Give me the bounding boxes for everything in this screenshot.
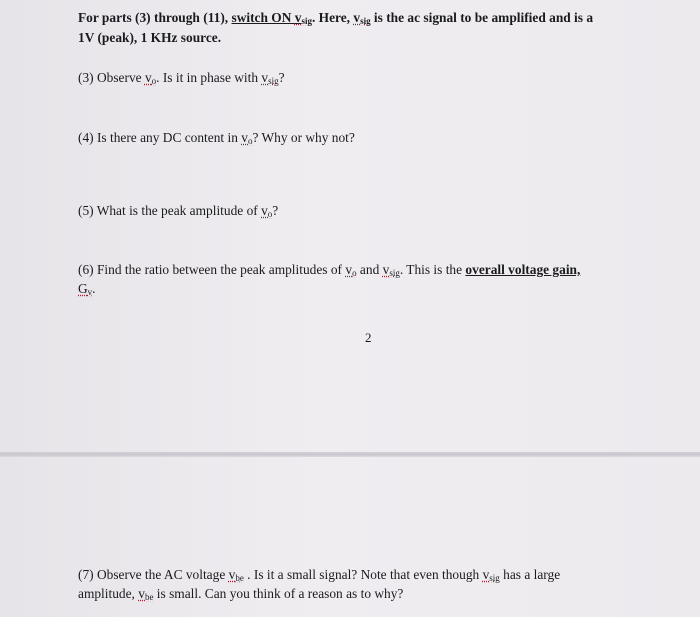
vo-symbol xyxy=(345,262,356,277)
q-text: amplitude, xyxy=(78,586,139,601)
vsig-symbol xyxy=(261,70,278,85)
g-subscript: v xyxy=(87,287,93,297)
intro-text: For parts (3) through (11), xyxy=(78,10,232,25)
question-5 xyxy=(78,201,278,224)
q-text: . This is the xyxy=(399,262,466,277)
v-subscript: sig xyxy=(489,573,500,583)
question-6-line-1 xyxy=(78,260,580,283)
vsig-symbol xyxy=(353,10,370,25)
v-letter: v xyxy=(138,586,145,601)
q-text: . Is it a small signal? Note that even though xyxy=(243,567,483,582)
overall-voltage-gain-term: overall voltage gain, xyxy=(465,262,581,277)
v-letter: v xyxy=(228,567,236,582)
v-letter: v xyxy=(144,70,152,85)
q-text: (3) Observe xyxy=(78,70,145,85)
q-text: (6) Find the ratio between the peak amplitudes of xyxy=(78,262,346,277)
v-subscript: sig xyxy=(360,16,371,26)
question-3 xyxy=(78,68,285,91)
v-letter: v xyxy=(294,10,302,25)
q-text: has a large xyxy=(499,567,561,582)
vsig-symbol xyxy=(383,262,400,277)
v-letter: v xyxy=(353,10,361,25)
switch-on-text: switch ON xyxy=(231,10,295,25)
q-text: (7) Observe the AC voltage xyxy=(78,567,229,582)
q-text: and xyxy=(356,262,383,277)
v-letter: v xyxy=(261,203,268,218)
v-letter: v xyxy=(345,262,353,277)
page-number: 2 xyxy=(365,330,372,345)
gv-symbol xyxy=(78,281,92,296)
v-subscript: o xyxy=(267,209,273,219)
v-letter: v xyxy=(261,70,269,85)
q-text: is small. Can you think of a reason as to why? xyxy=(153,586,404,601)
switch-on-phrase xyxy=(232,10,312,25)
page-divider xyxy=(0,452,700,457)
q-text: ? Why or why not? xyxy=(252,130,355,145)
g-letter: G xyxy=(78,281,88,296)
intro-text: . Here, xyxy=(311,10,354,25)
q-text: (5) What is the peak amplitude of xyxy=(78,203,262,218)
v-subscript: sig xyxy=(268,76,279,86)
q-text: ? xyxy=(272,203,279,218)
v-letter: v xyxy=(382,262,390,277)
q-text: . xyxy=(92,281,96,296)
v-subscript: sig xyxy=(389,268,400,278)
vsig-symbol xyxy=(295,10,312,25)
vbe-symbol xyxy=(229,567,244,582)
v-subscript: o xyxy=(352,268,357,278)
v-subscript: o xyxy=(247,136,253,146)
question-7-line-2 xyxy=(78,584,403,607)
v-letter: v xyxy=(482,567,490,582)
question-6-line-2 xyxy=(78,279,96,302)
vo-symbol xyxy=(261,203,272,218)
q-text: ? xyxy=(278,70,285,85)
vo-symbol xyxy=(241,130,252,145)
vo-symbol xyxy=(145,70,156,85)
intro-text: is the ac signal to be amplified and is a xyxy=(370,10,594,25)
intro-line-2: 1V (peak), 1 KHz source. xyxy=(78,30,222,45)
v-letter: v xyxy=(241,130,248,145)
q-text: . Is it in phase with xyxy=(156,70,262,85)
vbe-symbol xyxy=(138,586,153,601)
vsig-symbol xyxy=(483,567,500,582)
v-subscript: sig xyxy=(301,16,312,26)
q-text: (4) Is there any DC content in xyxy=(78,130,242,145)
question-4 xyxy=(78,128,355,151)
v-subscript: o xyxy=(151,76,157,86)
v-subscript: be xyxy=(235,573,244,583)
v-subscript: be xyxy=(144,592,154,602)
